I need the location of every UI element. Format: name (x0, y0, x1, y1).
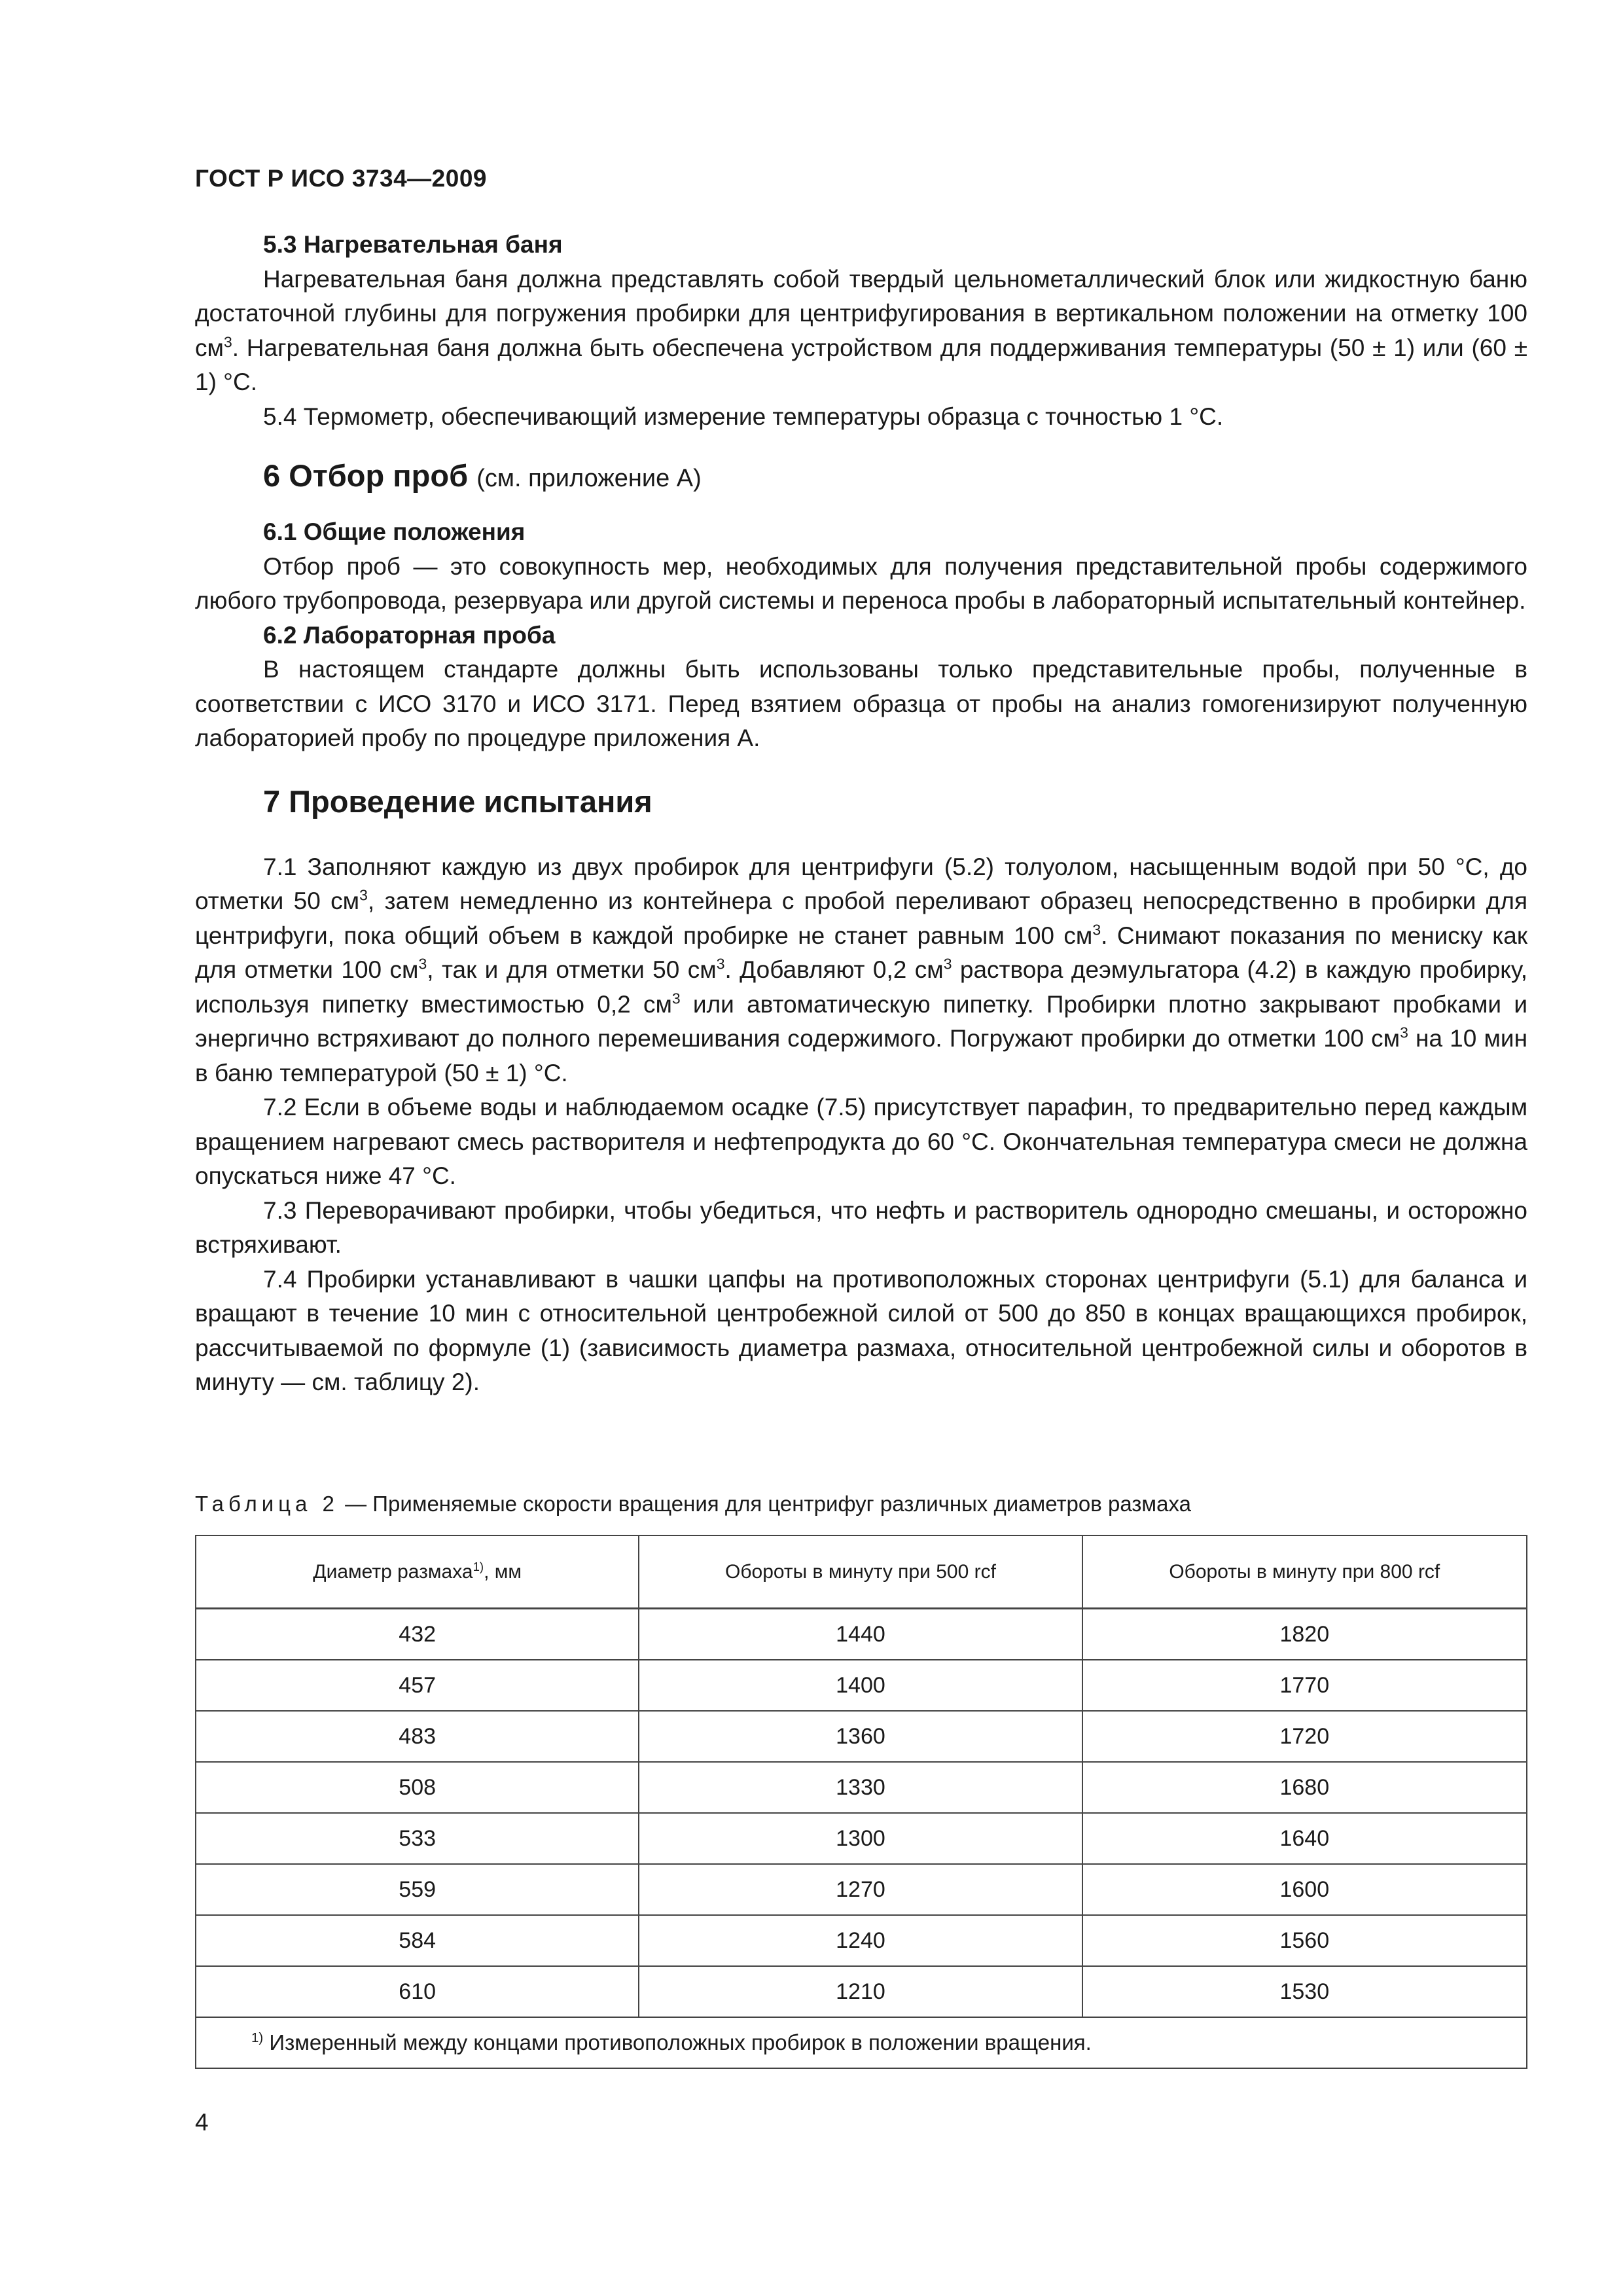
table-cell: 1440 (639, 1609, 1082, 1660)
table-cell: 1240 (639, 1915, 1082, 1966)
table-cell: 1820 (1082, 1609, 1527, 1660)
table-cell: 610 (196, 1966, 639, 2017)
table-cell: 483 (196, 1711, 639, 1762)
table-cell: 1600 (1082, 1864, 1527, 1915)
paragraph-7-3: 7.3 Переворачивают пробирки, чтобы убедиться, что нефть и растворитель однородно смешаны, и осторожно встряхивают. (195, 1196, 1527, 1258)
table-cell: 1770 (1082, 1660, 1527, 1711)
section-7-heading: 7 Проведение испытания (263, 783, 652, 819)
table-row (196, 1609, 1527, 1660)
table-cell: 533 (196, 1813, 639, 1864)
section-5-4-text: 5.4 Термометр, обеспечивающий измерение температуры образца с точностью 1 °С. (263, 403, 1224, 430)
table-cell: 559 (196, 1864, 639, 1915)
page-number: 4 (195, 2109, 209, 2136)
section-5-3-text: Нагревательная баня должна представлять собой твердый цельнометаллический блок или жидкостную баню достаточной глубины для погружения пробирки для центрифугирования в вертикальном положении на отметку 100 $см^3$. Нагревательная баня должна быть обеспечена устройством для поддерживания температуры (50 ± 1) или (60 ± 1) °С. (195, 265, 1527, 395)
table-row (196, 1813, 1527, 1864)
table-cell: 1300 (639, 1813, 1082, 1864)
table-cell: 1530 (1082, 1966, 1527, 2017)
document-body (195, 228, 1527, 1400)
table-footnote-row (196, 2017, 1527, 2068)
paragraph-7-2: 7.2 Если в объеме воды и наблюдаемом осадке (7.5) присутствует парафин, то предварительно перед каждым вращением нагревают смесь растворителя и нефтепродукта до 60 °С. Окончательная температура смеси не должна опускаться ниже 47 °С. (195, 1094, 1527, 1189)
table-row (196, 1711, 1527, 1762)
table-cell: 1330 (639, 1762, 1082, 1813)
paragraph-7-1: 7.1 Заполняют каждую из двух пробирок для центрифуги (5.2) толуолом, насыщенным водой при 50 °С, до отметки 50 $см^3$, затем немедленно из контейнера с пробой переливают образец непосредственно в пробирки для центрифуги, пока общий объем в каждой пробирке не станет равным 100 $см^3$. Снимают показания по мениску как для отметки 100 $см^3$, так и для отметки 50 $см^3$. Добавляют 0,2 $см^3$ раствора деэмульгатора (4.2) в каждую пробирку, используя пипетку вместимостью 0,2 $см^3$ или автоматическую пипетку. Пробирки плотно закрывают пробками и энергично встряхивают до полного перемешивания содержимого. Погружают пробирки до отметки 100 $см^3$ на 10 мин в баню температурой (50 ± 1) °С. (195, 853, 1527, 1086)
table-row (196, 1966, 1527, 2017)
table-cell: 1560 (1082, 1915, 1527, 1966)
table-cell: 508 (196, 1762, 639, 1813)
table-row (196, 1915, 1527, 1966)
document-header: ГОСТ Р ИСО 3734—2009 (195, 165, 487, 192)
table-cell: 1270 (639, 1864, 1082, 1915)
table-footnote: $^{1)}$ Измеренный между концами противоположных пробирок в положении вращения. (196, 2017, 1527, 2068)
table-cell: 1720 (1082, 1711, 1527, 1762)
table-row (196, 1660, 1527, 1711)
table-row (196, 1762, 1527, 1813)
table-cell: 1400 (639, 1660, 1082, 1711)
table-cell: 1360 (639, 1711, 1082, 1762)
section-6-1-text: Отбор проб — это совокупность мер, необходимых для получения представительной пробы содержимого любого трубопровода, резервуара или другой системы и переноса пробы в лабораторный испытательный контейнер. (195, 552, 1527, 614)
section-6-2-title: 6.2 Лабораторная проба (263, 621, 556, 649)
table-cell: 1640 (1082, 1813, 1527, 1864)
column-header-diameter: Диаметр размаха$^{1)}$, мм (196, 1535, 639, 1609)
section-6-heading: 6 Отбор проб (см. приложение А) (263, 458, 702, 493)
table-cell: 1210 (639, 1966, 1082, 2017)
column-header-rpm-800: Обороты в минуту при 800 rcf (1082, 1535, 1527, 1609)
table-cell: 457 (196, 1660, 639, 1711)
table-row (196, 1864, 1527, 1915)
table-2 (195, 1535, 1527, 2069)
section-6-2-text: В настоящем стандарте должны быть использованы только представительные пробы, полученные в соответствии с ИСО 3170 и ИСО 3171. Перед взятием образца от пробы на анализ гомогенизируют полученную лабораторией пробу по процедуре приложения А. (195, 656, 1527, 751)
table-2-caption: Таблица 2 — Применяемые скорости вращения для центрифуг различных диаметров размаха (195, 1492, 1191, 1516)
table-cell: 1680 (1082, 1762, 1527, 1813)
section-5-3-title: 5.3 Нагревательная баня (263, 231, 563, 258)
table-header-row (196, 1535, 1527, 1609)
paragraph-7-4: 7.4 Пробирки устанавливают в чашки цапфы на противоположных сторонах центрифуги (5.1) для баланса и вращают в течение 10 мин с относительной центробежной силой от 500 до 850 в концах вращающихся пробирок, рассчитываемой по формуле (1) (зависимость диаметра размаха, относительной центробежной силы и оборотов в минуту — см. таблицу 2). (195, 1265, 1527, 1395)
section-6-1-title: 6.1 Общие положения (263, 518, 526, 545)
column-header-rpm-500: Обороты в минуту при 500 rcf (639, 1535, 1082, 1609)
table-cell: 432 (196, 1609, 639, 1660)
table-cell: 584 (196, 1915, 639, 1966)
